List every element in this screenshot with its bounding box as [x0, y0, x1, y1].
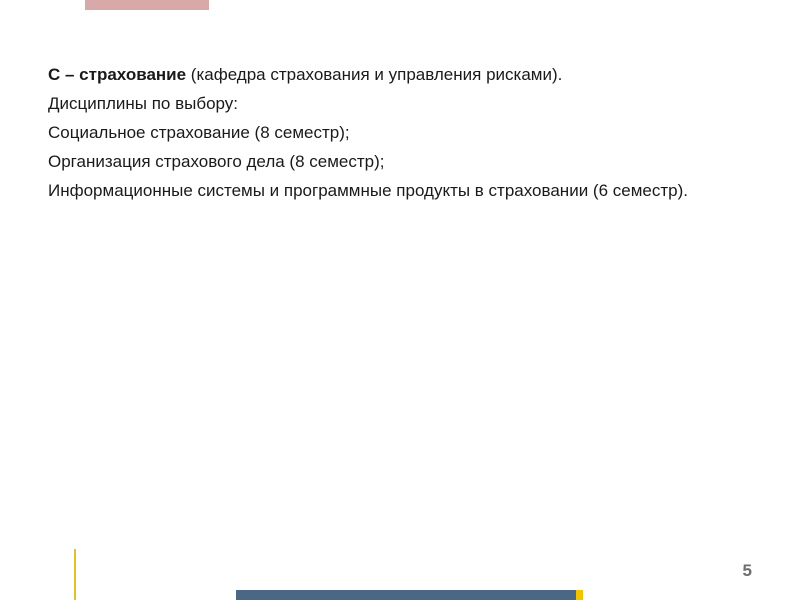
elective-item: Информационные системы и программные продукты в страховании (6 семестр).	[48, 181, 688, 200]
elective-item: Социальное страхование (8 семестр);	[48, 123, 350, 142]
footer-bar-accent	[576, 590, 583, 600]
footer-bar	[236, 590, 576, 600]
specialization-title: С – страхование	[48, 65, 187, 84]
electives-heading: Дисциплины по выбору:	[48, 94, 239, 113]
slide-body	[48, 60, 748, 205]
top-accent-bar	[85, 0, 209, 10]
page-number: 5	[742, 561, 752, 580]
footer-vertical-rule	[74, 549, 76, 600]
department-name: (кафедра страхования и управления рисками).	[186, 65, 563, 84]
elective-item: Организация страхового дела (8 семестр);	[48, 152, 385, 171]
department-line	[48, 60, 748, 89]
